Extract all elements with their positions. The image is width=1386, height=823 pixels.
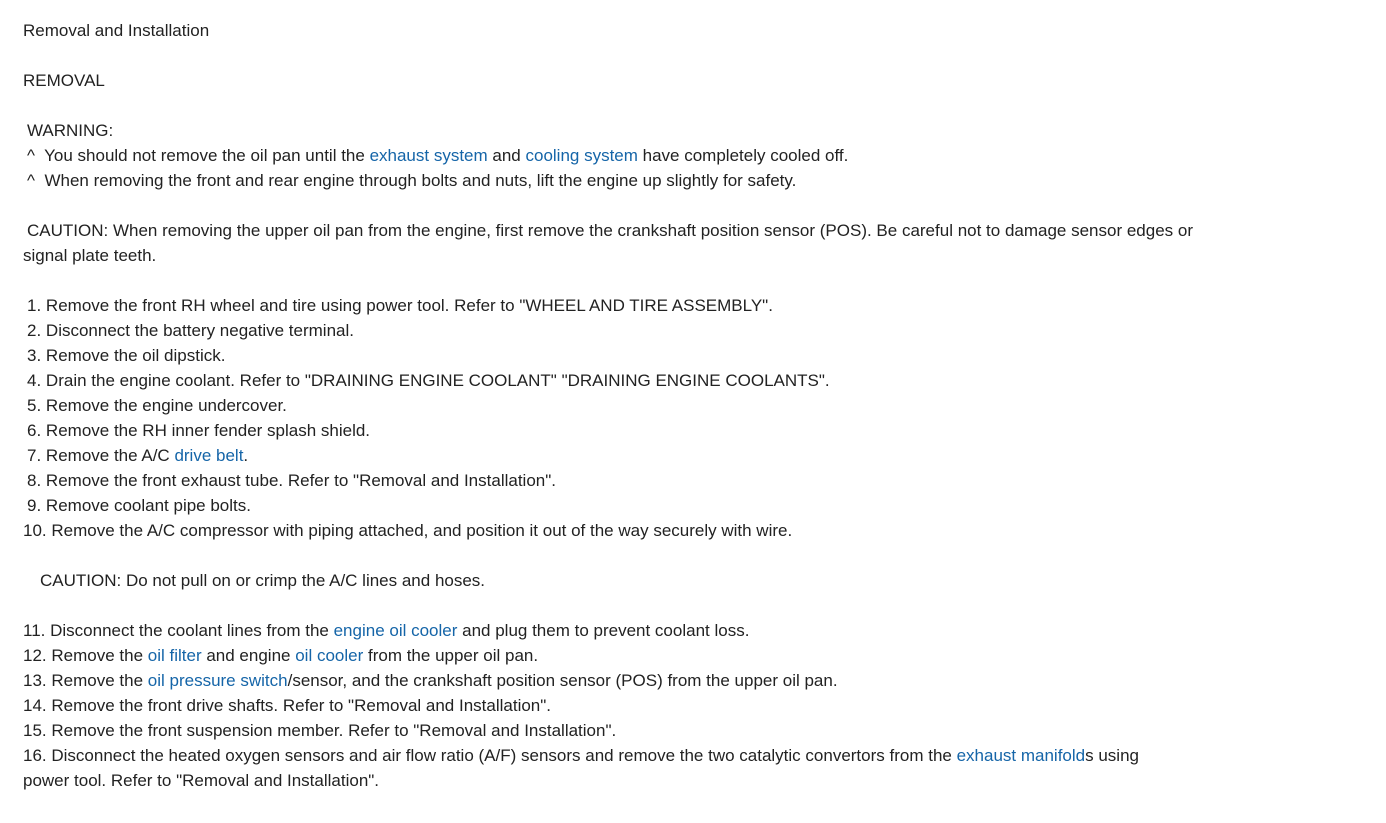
bullet-marker: ^ xyxy=(27,171,35,190)
step-text: Remove the front drive shafts. Refer to "Removal and Installation". xyxy=(51,696,552,715)
step-number: 9. xyxy=(27,496,42,515)
step-8 xyxy=(23,468,1253,493)
step-5 xyxy=(23,393,1253,418)
step-14 xyxy=(23,693,1253,718)
page-title-text: Removal and Installation xyxy=(23,21,210,40)
caution-note-continued xyxy=(23,243,1253,268)
page-title xyxy=(23,18,1253,43)
step-text: power tool. Refer to "Removal and Installation". xyxy=(23,771,380,790)
step-2 xyxy=(23,318,1253,343)
step-number: 16. xyxy=(23,746,47,765)
step-text: Remove the front RH wheel and tire using power tool. Refer to "WHEEL AND TIRE ASSEMBLY". xyxy=(45,296,773,315)
step-12 xyxy=(23,643,1253,668)
step-number: 4. xyxy=(27,371,42,390)
step-number: 3. xyxy=(27,346,42,365)
warning-label xyxy=(23,118,1253,143)
warning-item-text: When removing the front and rear engine through bolts and nuts, lift the engine up slightly for safety. xyxy=(44,171,797,190)
step-13 xyxy=(23,668,1253,693)
step-6 xyxy=(23,418,1253,443)
step-text: Remove the oil dipstick. xyxy=(45,346,226,365)
step-text: Remove coolant pipe bolts. xyxy=(45,496,251,515)
step-text: Remove the xyxy=(51,646,148,665)
cooling-system-link[interactable]: cooling system xyxy=(525,146,638,165)
step-11 xyxy=(23,618,1253,643)
engine-oil-cooler-link[interactable]: engine oil cooler xyxy=(333,621,458,640)
step-text: Remove the A/C compressor with piping attached, and position it out of the way securely with wire. xyxy=(51,521,793,540)
step-3 xyxy=(23,343,1253,368)
step-number: 10. xyxy=(23,521,47,540)
oil-filter-link[interactable]: oil filter xyxy=(147,646,202,665)
step-text: Remove the A/C xyxy=(45,446,175,465)
caution-text: CAUTION: When removing the upper oil pan from the engine, first remove the crankshaft position sensor (POS). Be careful not to damage sensor edges or xyxy=(27,221,1194,240)
step-text: and engine xyxy=(201,646,296,665)
step-number: 8. xyxy=(27,471,42,490)
step-text: Remove the RH inner fender splash shield. xyxy=(45,421,371,440)
step-text: /sensor, and the crankshaft position sensor (POS) from the upper oil pan. xyxy=(287,671,838,690)
warning-item-text: and xyxy=(487,146,526,165)
exhaust-system-link[interactable]: exhaust system xyxy=(369,146,488,165)
step-16 xyxy=(23,743,1253,768)
step-number: 12. xyxy=(23,646,47,665)
step-9 xyxy=(23,493,1253,518)
caution-note xyxy=(23,218,1253,243)
step-4 xyxy=(23,368,1253,393)
step-number: 13. xyxy=(23,671,47,690)
exhaust-manifold-link[interactable]: exhaust manifold xyxy=(956,746,1086,765)
oil-pressure-switch-link[interactable]: oil pressure switch xyxy=(147,671,288,690)
step-text: s using xyxy=(1085,746,1139,765)
step-text: and plug them to prevent coolant loss. xyxy=(457,621,750,640)
step-10 xyxy=(23,518,1253,543)
step-text: Remove the front suspension member. Refer to "Removal and Installation". xyxy=(51,721,617,740)
bullet-marker: ^ xyxy=(27,146,35,165)
step-text: from the upper oil pan. xyxy=(363,646,539,665)
step-number: 7. xyxy=(27,446,42,465)
step-text: Remove the front exhaust tube. Refer to "Removal and Installation". xyxy=(45,471,556,490)
step-number: 14. xyxy=(23,696,47,715)
step-15 xyxy=(23,718,1253,743)
document-body xyxy=(23,18,1253,793)
caution-text: CAUTION: Do not pull on or crimp the A/C lines and hoses. xyxy=(40,571,486,590)
section-heading-text: REMOVAL xyxy=(23,71,105,90)
step-text: Drain the engine coolant. Refer to "DRAINING ENGINE COOLANT" "DRAINING ENGINE COOLANTS". xyxy=(45,371,830,390)
step-1 xyxy=(23,293,1253,318)
step-text: Disconnect the coolant lines from the xyxy=(50,621,334,640)
caution-note xyxy=(23,568,1253,593)
step-number: 2. xyxy=(27,321,42,340)
step-text: Remove the xyxy=(51,671,148,690)
step-number: 6. xyxy=(27,421,42,440)
warning-item-text: have completely cooled off. xyxy=(637,146,849,165)
step-text: Disconnect the heated oxygen sensors and air flow ratio (A/F) sensors and remove the two catalytic convertors from the xyxy=(51,746,957,765)
step-text: Remove the engine undercover. xyxy=(45,396,287,415)
caution-text: signal plate teeth. xyxy=(23,246,157,265)
step-number: 5. xyxy=(27,396,42,415)
step-number: 15. xyxy=(23,721,47,740)
warning-item-text: You should not remove the oil pan until the xyxy=(44,146,370,165)
warning-label-text: WARNING: xyxy=(27,121,114,140)
drive-belt-link[interactable]: drive belt xyxy=(174,446,244,465)
step-7 xyxy=(23,443,1253,468)
step-number: 11. xyxy=(23,621,46,640)
step-text: Disconnect the battery negative terminal. xyxy=(45,321,354,340)
step-text: . xyxy=(243,446,249,465)
step-number: 1. xyxy=(27,296,42,315)
oil-cooler-link[interactable]: oil cooler xyxy=(295,646,364,665)
section-heading xyxy=(23,68,1253,93)
warning-item xyxy=(23,143,1253,168)
step-16-continued xyxy=(23,768,1253,793)
warning-item xyxy=(23,168,1253,193)
